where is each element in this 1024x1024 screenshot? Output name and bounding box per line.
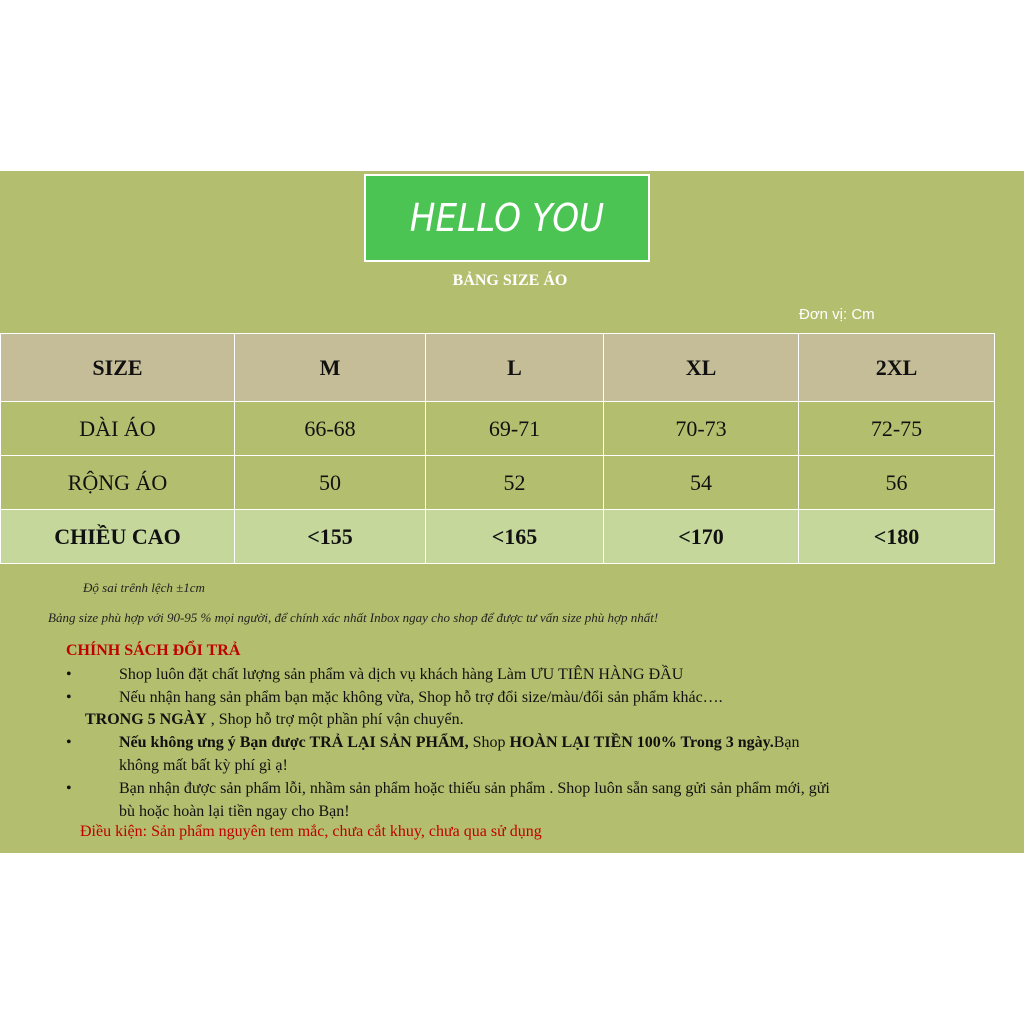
size-table — [0, 333, 995, 564]
table-header-row — [1, 334, 995, 402]
policy-item-continuation — [85, 708, 464, 731]
brand-logo — [364, 174, 650, 262]
row-label-width: RỘNG ÁO — [1, 456, 235, 510]
policy-highlight: Nếu không ưng ý Bạn được TRẢ LẠI SẢN PHẨM, — [119, 734, 469, 751]
unit-label: Đơn vị: Cm — [799, 306, 875, 323]
bullet-icon: • — [66, 734, 72, 751]
table-cell: 56 — [799, 456, 995, 510]
table-row — [1, 402, 995, 456]
row-label-length: DÀI ÁO — [1, 402, 235, 456]
table-cell: 54 — [604, 456, 799, 510]
table-cell: 72-75 — [799, 402, 995, 456]
table-cell: 66-68 — [235, 402, 426, 456]
return-policy-title: CHÍNH SÁCH ĐỔI TRẢ — [66, 642, 241, 659]
policy-item-text: , Shop hỗ trợ một phần phí vận chuyển. — [206, 711, 464, 728]
table-cell: <170 — [604, 510, 799, 564]
table-cell: <155 — [235, 510, 426, 564]
bullet-icon: • — [66, 689, 72, 706]
fit-note: Bảng size phù hợp với 90-95 % mọi người, để chính xác nhất Inbox ngay cho shop để được tư vấn size phù hợp nhất! — [48, 610, 659, 625]
table-cell: 70-73 — [604, 402, 799, 456]
header-cell-m: M — [235, 334, 426, 402]
policy-item-continuation: không mất bất kỳ phí gì ạ! — [119, 757, 288, 774]
bullet-icon: • — [66, 666, 72, 683]
policy-item-text: Bạn nhận được sản phẩm lỗi, nhầm sản phẩm hoặc thiếu sản phẩm . Shop luôn sẵn sang gửi sản phẩm mới, gửi — [119, 780, 830, 797]
policy-item-text: Bạn — [773, 734, 800, 751]
tolerance-note: Độ sai trênh lệch ±1cm — [83, 580, 205, 595]
header-cell-2xl: 2XL — [799, 334, 995, 402]
row-label-height: CHIỀU CAO — [1, 510, 235, 564]
policy-highlight: TRONG 5 NGÀY — [85, 711, 207, 728]
table-cell: 50 — [235, 456, 426, 510]
header-cell-size: SIZE — [1, 334, 235, 402]
header-cell-l: L — [426, 334, 604, 402]
table-row — [1, 456, 995, 510]
brand-logo-text: HELLO YOU — [409, 196, 605, 240]
policy-item-text: Nếu nhận hang sản phẩm bạn mặc không vừa, Shop hỗ trợ đổi size/màu/đổi sản phẩm khác…. — [119, 689, 723, 706]
table-cell: 52 — [426, 456, 604, 510]
policy-highlight: HOÀN LẠI TIỀN 100% Trong 3 ngày. — [509, 734, 774, 751]
policy-item-continuation: bù hoặc hoàn lại tiền ngay cho Bạn! — [119, 803, 350, 820]
size-chart-panel — [0, 171, 1024, 853]
table-cell: <180 — [799, 510, 995, 564]
size-chart-title: BẢNG SIZE ÁO — [452, 272, 568, 289]
policy-item-text: Shop — [468, 734, 510, 751]
policy-item-text — [119, 731, 800, 754]
header-cell-xl: XL — [604, 334, 799, 402]
table-row — [1, 510, 995, 564]
bullet-icon: • — [66, 780, 72, 797]
table-cell: <165 — [426, 510, 604, 564]
table-cell: 69-71 — [426, 402, 604, 456]
return-condition: Điều kiện: Sản phẩm nguyên tem mắc, chưa cắt khuy, chưa qua sử dụng — [80, 823, 542, 840]
policy-item-text: Shop luôn đặt chất lượng sản phẩm và dịch vụ khách hàng Làm ƯU TIÊN HÀNG ĐẦU — [119, 666, 684, 683]
